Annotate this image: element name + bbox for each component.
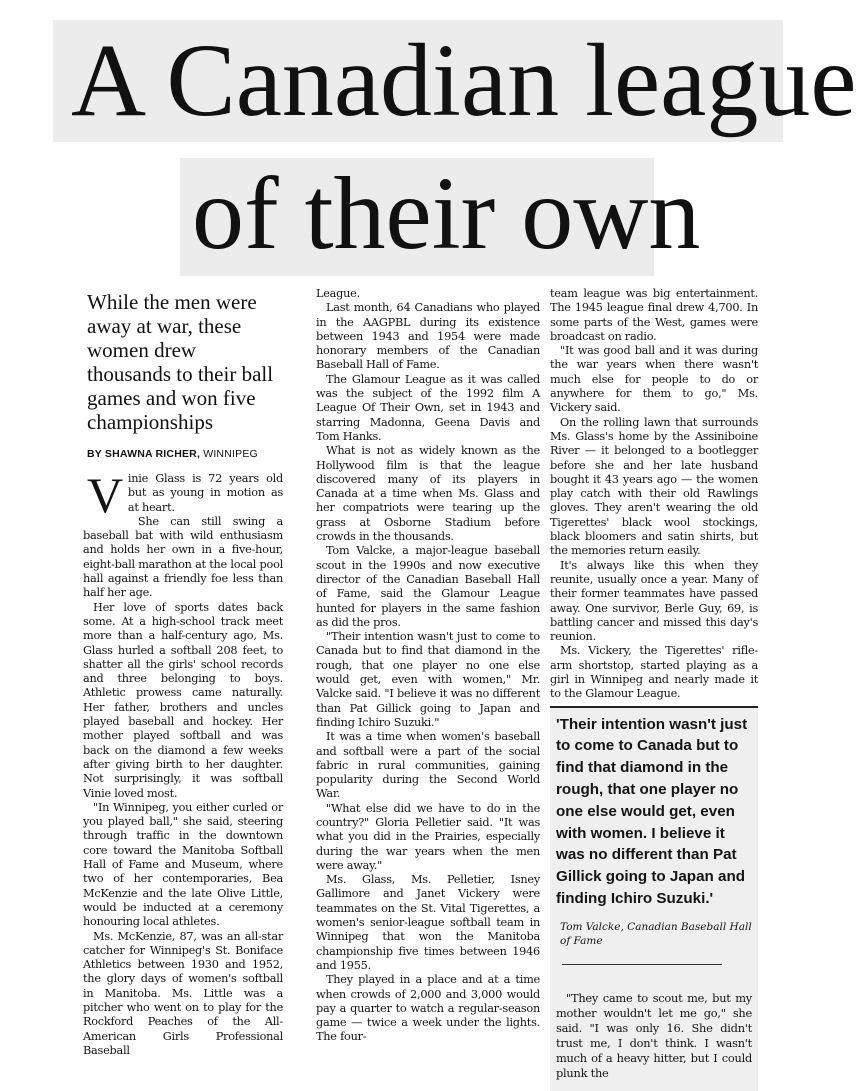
column-2 — [316, 287, 540, 1065]
paragraph: She can still swing a baseball bat with wild enthusiasm and holds her own in a five-hour, eight-ball marathon at the local pool hall against a friendly foe less than half her age. — [83, 514, 283, 600]
paragraph: The Glamour League as it was called was the subject of the 1992 film A League Of Their Own, set in 1943 and starring Madonna, Geena Davis and Tom Hanks. — [316, 372, 540, 443]
deck-subheadline: While the men were away at war, these women drew thousands to their ball games and won five championships — [87, 290, 274, 434]
paragraph: What is not as widely known as the Hollywood film is that the league discovered many of its players in Canada at a time when Ms. Glass and her compatriots were tearing up the grass at Osborne Stadium before crowds in the thousands. — [316, 444, 540, 544]
byline — [87, 448, 283, 460]
paragraph: "In Winnipeg, you either curled or you played ball," she said, steering through traffic in the downtown core toward the Manitoba Softball Hall of Fame and Museum, where two of her contemporaries, Bea McKenzie and the late Olive Little, would be inducted at a ceremony honouring local athletes. — [83, 800, 283, 929]
column-1-body — [83, 467, 283, 1058]
paragraph: "They came to scout me, but my mother wouldn't let me go," she said. "I was only 16. She didn't trust me, I don't think. I wasn't much of a heavy hitter, but I could plunk the — [556, 990, 752, 1080]
paragraph: team league was big entertainment. The 1945 league final drew 4,700. In some parts of the West, games were broadcast on radio. — [550, 287, 758, 343]
column-3 — [550, 287, 758, 1080]
paragraph: Ms. Glass, Ms. Pelletier, Isney Gallimore and Janet Vickery were teammates on the St. Vital Tigerettes, a women's senior-league softball team in Winnipeg that won the Manitoba championship five times between 1946 and 1955. — [316, 873, 540, 972]
paragraph: Ms. Vickery, the Tigerettes' rifle-arm shortstop, started playing as a girl in Winnipeg and nearly made it to the Glamour League. — [550, 644, 758, 701]
headline-line-2: of their own — [192, 156, 701, 271]
column-2-body — [316, 287, 540, 1045]
divider — [562, 964, 722, 965]
byline-location: WINNIPEG — [203, 448, 258, 460]
drop-cap: V — [87, 467, 123, 523]
lead-text: inie Glass is 72 years old but as young in motion as at heart. — [127, 472, 283, 514]
paragraph: "It was good ball and it was during the war years when there wasn't much else for people to do or anywhere for them to go," Ms. Vickery said. — [550, 344, 758, 415]
paragraph: On the rolling lawn that surrounds Ms. Glass's home by the Assiniboine River — it belonged to a bootlegger before she and her late husband bought it 43 years ago — the women play catch with their old Rawlings gloves. They aren't wearing the old Tigerettes' black wool stockings, black bloomers and satin shirts, but the memories return easily. — [550, 415, 758, 558]
paragraph: Tom Valcke, a major-league baseball scout in the 1990s and now executive director of the Canadian Baseball Hall of Fame, said the Glamour League hunted for players in the same fashion as did the pros. — [316, 544, 540, 629]
closing-body — [556, 991, 752, 1081]
paragraph: They played in a place and at a time when crowds of 2,000 and 3,000 would pay a quarter to watch a regular-season game — twice a week under the lights. The four- — [316, 973, 540, 1044]
paragraph: "Their intention wasn't just to come to Canada but to find that diamond in the rough, that one player no one else would get, even with women," Mr. Valcke said. "I believe it was no different than Pat Gillick going to Japan and finding Ichiro Suzuki." — [316, 630, 540, 729]
paragraph: It's always like this when they reunite, usually once a year. Many of their former teammates have passed away. One survivor, Berle Guy, 69, is battling cancer and missed this day's reunion. — [550, 558, 758, 644]
headline-line-1: A Canadian league — [71, 23, 856, 138]
paragraph: Last month, 64 Canadians who played in the AAGPBL during its existence between 1943 and 1954 were made honorary members of the Canadian Baseball Hall of Fame. — [316, 301, 540, 372]
column-1 — [83, 290, 283, 1062]
byline-author: BY SHAWNA RICHER, — [87, 448, 201, 460]
paragraph: It was a time when women's baseball and softball were a part of the social fabric in rural communities, gaining popularity during the Second World War. — [316, 730, 540, 801]
paragraph: Ms. McKenzie, 87, was an all-star catcher for Winnipeg's St. Boniface Athletics between 1930 and 1952, the glory days of women's softball in Manitoba. Ms. Little was a pitcher who went on to play for the Rockford Peaches of the All-American Girls Professional Baseball — [83, 929, 283, 1057]
pull-quote: 'Their intention wasn't just to come to Canada but to find that diamond in the rough, that one player no one else would get, even with women. I believe it was no different than Pat Gillick going to Japan and finding Ichiro Suzuki.' — [556, 715, 748, 907]
column-3-body — [550, 287, 758, 702]
paragraph: Her love of sports dates back some. At a high-school track meet more than a half-century ago, Ms. Glass hurled a softball 208 feet, to shatter all the girls' school records and three belonging to boys. Athletic prowess came naturally. Her father, brothers and uncles played baseball and hockey. Her mother played softball and was back on the diamond a few weeks after giving birth to her daughter. Not surprisingly, it was softball Vinie loved most. — [83, 600, 283, 800]
lead-paragraph — [83, 467, 283, 523]
headline-line-1-box — [53, 20, 856, 142]
pull-quote-attribution: Tom Valcke, Canadian Baseball Hall of Fame — [560, 920, 752, 947]
pull-quote-box — [550, 706, 758, 1091]
paragraph: League. — [316, 287, 360, 300]
headline-line-2-box — [180, 156, 701, 276]
paragraph: "What else did we have to do in the country?" Gloria Pelletier said. "It was what you did in the Prairies, especially during the war years when the men were away." — [316, 801, 540, 872]
